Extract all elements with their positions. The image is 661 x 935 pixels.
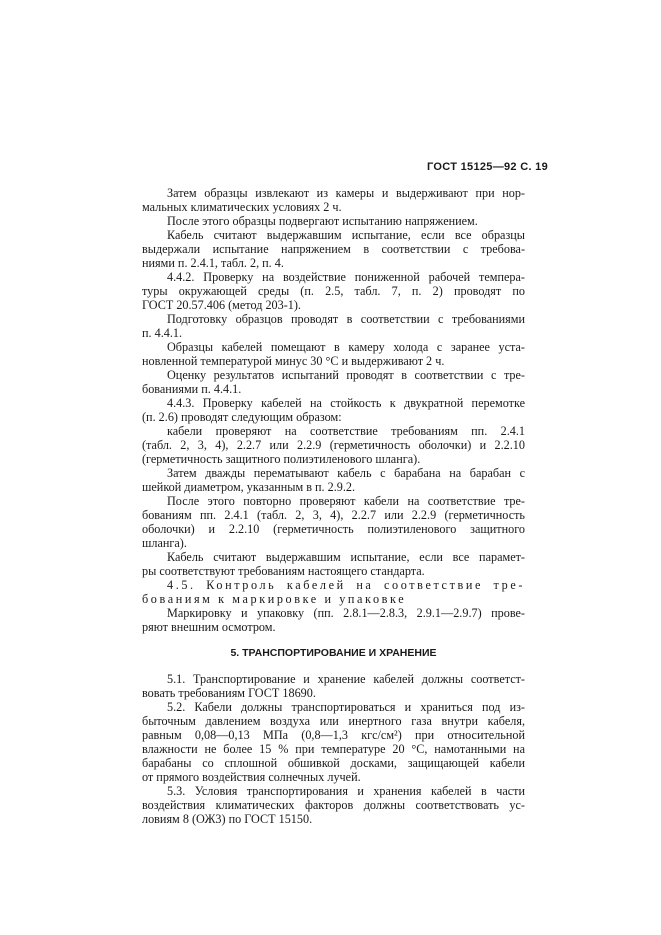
page-header: ГОСТ 15125—92 С. 19 [427, 161, 548, 173]
text-line: новленной температурой минус 30 °С и выдерживают 2 ч. [142, 354, 445, 368]
section-title: 5. ТРАНСПОРТИРОВАНИЕ И ХРАНЕНИЕ [230, 647, 437, 659]
text-line: барабаны со сплошной обшивкой досками, защищающей кабели [142, 756, 525, 770]
text-line: 4.4.3. Проверку кабелей на стойкость к двукратной перемотке [167, 396, 525, 410]
text-line: быточным давлением воздуха или инертного газа внутри кабеля, [142, 714, 525, 728]
text-line: 5.1. Транспортирование и хранение кабелей должны соответст- [167, 672, 525, 686]
text-line: п. 4.4.1. [142, 326, 183, 340]
text-line: После этого повторно проверяют кабели на соответствие тре- [167, 494, 525, 508]
section-heading-line: бованиям к маркировке и упаковке [142, 592, 407, 606]
text-line: 5.3. Условия транспортирования и хранения кабелей в части [167, 784, 525, 798]
text-line: (п. 2.6) проводят следующим образом: [142, 410, 342, 424]
text-line: Затем образцы извлекают из камеры и выдерживают при нор- [167, 186, 525, 200]
text-line: Маркировку и упаковку (пп. 2.8.1—2.8.3, 2.9.1—2.9.7) прове- [167, 606, 525, 620]
text-line: вовать требованиям ГОСТ 18690. [142, 686, 316, 700]
text-line: Оценку результатов испытаний проводят в соответствии с тре- [167, 368, 525, 382]
text-line: ловиям 8 (ОЖ3) по ГОСТ 15150. [142, 812, 313, 826]
text-line: выдержали испытание напряжением в соответствии с требова- [142, 242, 525, 256]
text-line: кабели проверяют на соответствие требованиям пп. 2.4.1 [167, 424, 525, 438]
text-line: равным 0,08—0,13 МПа (0,8—1,3 кгс/см²) при относительной [142, 728, 525, 742]
text-line: ры соответствуют требованиям настоящего стандарта. [142, 564, 425, 578]
text-line: туры окружающей среды (п. 2.5, табл. 7, п. 2) проводят по [142, 284, 525, 298]
text-line: оболочки) и 2.2.10 (герметичность полиэтиленового защитного [142, 522, 525, 536]
text-line: 5.2. Кабели должны транспортироваться и храниться под из- [167, 700, 525, 714]
text-line: влажности не более 15 % при температуре 20 °С, намотанными на [142, 742, 525, 756]
text-line: шланга). [142, 536, 187, 550]
text-line: бованиями п. 4.4.1. [142, 382, 242, 396]
text-line: Затем дважды перематывают кабель с барабана на барабан с [167, 466, 525, 480]
text-line: от прямого воздействия солнечных лучей. [142, 770, 361, 784]
text-line: (герметичность защитного полиэтиленового шланга). [142, 452, 421, 466]
text-line: воздействия климатических факторов должны соответствовать ус- [142, 798, 525, 812]
text-line: ряют внешним осмотром. [142, 620, 276, 634]
text-line: 4.4.2. Проверку на воздействие пониженной рабочей темпера- [167, 270, 525, 284]
text-line: Образцы кабелей помещают в камеру холода с заранее уста- [167, 340, 525, 354]
text-line: ГОСТ 20.57.406 (метод 203-1). [142, 298, 301, 312]
text-line: (табл. 2, 3, 4), 2.2.7 или 2.2.9 (герметичность оболочки) и 2.2.10 [142, 438, 525, 452]
text-line: Кабель считают выдержавшим испытание, если все парамет- [167, 550, 525, 564]
text-line: бованиям пп. 2.4.1 (табл. 2, 3, 4), 2.2.7 или 2.2.9 (герметичность [142, 508, 525, 522]
section-heading-line: 4.5. Контроль кабелей на соответствие тре- [167, 578, 525, 592]
text-line: Подготовку образцов проводят в соответствии с требованиями [167, 312, 525, 326]
text-line: Кабель считают выдержавшим испытание, если все образцы [167, 228, 525, 242]
text-line: ниями п. 2.4.1, табл. 2, п. 4. [142, 256, 284, 270]
text-line: шейкой диаметром, указанным в п. 2.9.2. [142, 480, 356, 494]
text-line: После этого образцы подвергают испытанию напряжением. [167, 214, 478, 228]
text-line: мальных климатических условиях 2 ч. [142, 200, 342, 214]
